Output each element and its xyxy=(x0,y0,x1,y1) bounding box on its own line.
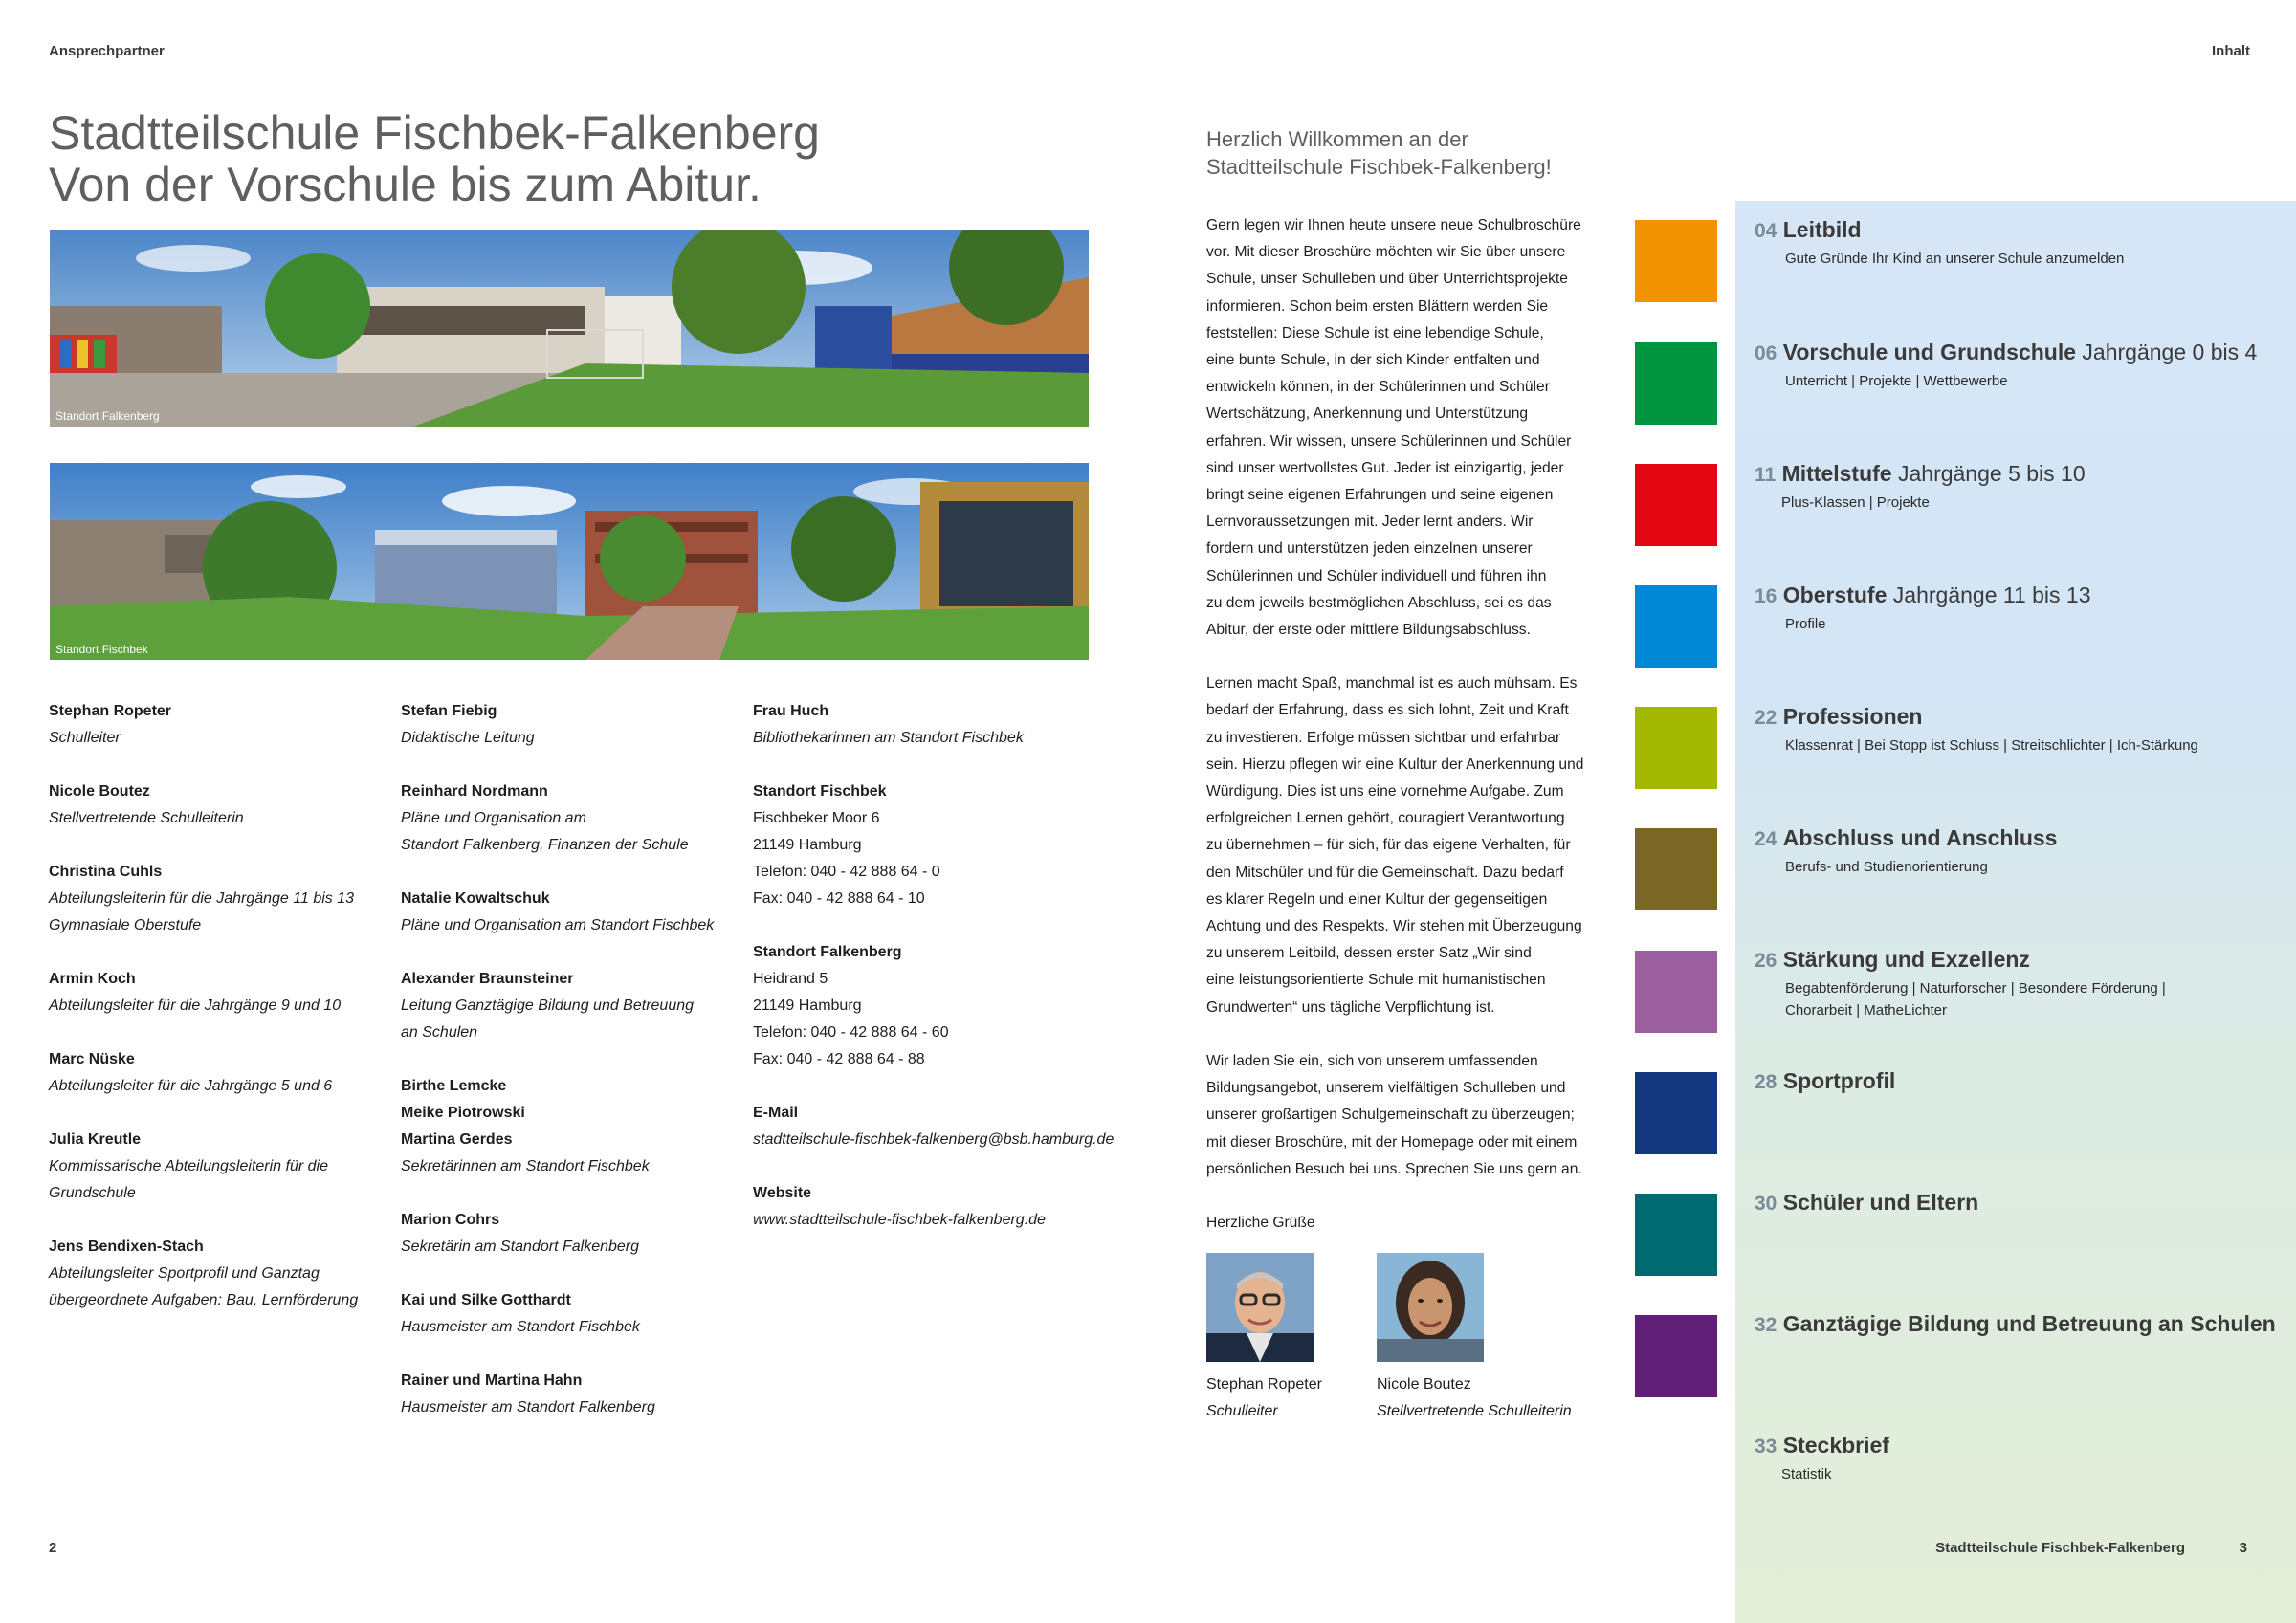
address-fax: Fax: 040 - 42 888 64 - 10 xyxy=(753,890,925,907)
toc-entry-ganztag[interactable] xyxy=(1755,1309,2290,1340)
page-number-left: 2 xyxy=(49,1540,57,1556)
contact-name: Armin Koch xyxy=(49,971,136,987)
running-head-left: Ansprechpartner xyxy=(49,43,165,59)
color-swatch-violet xyxy=(1635,951,1717,1033)
contact-role: an Schulen xyxy=(401,1024,478,1041)
address-title: Standort Fischbek xyxy=(753,783,887,800)
contact-entry xyxy=(401,779,745,859)
toc-description: Chorarbeit | MatheLichter xyxy=(1785,1002,1947,1019)
toc-entry-professionen[interactable] xyxy=(1755,702,2290,757)
toc-title: Schüler und Eltern xyxy=(1782,1190,1979,1215)
contact-entry xyxy=(49,1127,393,1207)
address-phone: Telefon: 040 - 42 888 64 - 0 xyxy=(753,864,940,880)
toc-title: Stärkung und Exzellenz xyxy=(1782,947,2030,972)
text-line: unserer großartigen Schulgemeinschaft zu überzeugen; xyxy=(1206,1107,1575,1124)
photo-fischbek-image xyxy=(50,463,1089,660)
toc-title: Professionen xyxy=(1782,704,1923,729)
address-street: Heidrand 5 xyxy=(753,971,828,987)
contact-name: Kai und Silke Gotthardt xyxy=(401,1292,571,1308)
toc-entry-oberstufe[interactable] xyxy=(1755,581,2290,635)
text-line: persönlichen Besuch bei uns. Sprechen Sie uns gern an. xyxy=(1206,1160,1582,1177)
contact-name: Birthe Lemcke xyxy=(401,1078,507,1094)
welcome-heading xyxy=(1206,125,1742,181)
text-line: Schule, unser Schulleben und über Unterrichtsprojekte xyxy=(1206,271,1568,288)
portrait-ropeter xyxy=(1206,1253,1314,1362)
paragraph-3 xyxy=(1206,1048,1627,1183)
text-line: vor. Mit dieser Broschüre möchten wir Sie über unsere xyxy=(1206,244,1566,261)
toc-entry-sportprofil[interactable] xyxy=(1755,1066,2290,1097)
contact-name: Frau Huch xyxy=(753,703,829,719)
toc-title: Ganztägige Bildung und Betreuung an Schulen xyxy=(1782,1311,2276,1336)
contact-entry xyxy=(401,886,745,939)
toc-page-number: 11 xyxy=(1755,464,1777,486)
contact-role: Abteilungsleiterin für die Jahrgänge 11 bis 13 xyxy=(49,890,355,907)
toc-entry-abschluss[interactable] xyxy=(1755,823,2290,878)
contact-name: Rainer und Martina Hahn xyxy=(401,1372,583,1389)
email-label: E-Mail xyxy=(753,1105,799,1121)
contact-role: Hausmeister am Standort Falkenberg xyxy=(401,1399,655,1415)
contact-entry xyxy=(753,698,1155,752)
contact-name: Marc Nüske xyxy=(49,1051,135,1067)
toc-description: Profile xyxy=(1785,616,1826,632)
text-line: es klarer Regeln und einer Kultur der gegenseitigen xyxy=(1206,890,1548,908)
toc-subtitle: Jahrgänge 0 bis 4 xyxy=(2082,340,2258,364)
toc-description: Klassenrat | Bei Stopp ist Schluss | Streitschlichter | Ich-Stärkung xyxy=(1785,737,2198,754)
email-block xyxy=(753,1100,1155,1153)
address-phone: Telefon: 040 - 42 888 64 - 60 xyxy=(753,1024,949,1041)
toc-entry-steckbrief[interactable] xyxy=(1755,1431,2290,1485)
page-number-right: 3 xyxy=(2239,1540,2247,1556)
contact-name: Jens Bendixen-Stach xyxy=(49,1239,204,1255)
contact-entry xyxy=(49,698,393,752)
text-line: sein. Hierzu pflegen wir eine Kultur der Anerkennung und xyxy=(1206,756,1584,773)
text-line: Gern legen wir Ihnen heute unsere neue Schulbroschüre xyxy=(1206,217,1581,233)
website-block xyxy=(753,1180,1155,1234)
welcome-text xyxy=(1206,212,1627,1263)
text-line: Herzliche Grüße xyxy=(1206,1214,1315,1231)
contact-entry xyxy=(49,859,393,939)
contact-role: Grundschule xyxy=(49,1185,136,1201)
contact-entry xyxy=(401,698,745,752)
signature-ropeter xyxy=(1206,1253,1379,1425)
contact-role: Pläne und Organisation am Standort Fischbek xyxy=(401,917,715,933)
toc-title: Leitbild xyxy=(1782,217,1862,242)
toc-page-number: 04 xyxy=(1755,220,1777,242)
text-line: Achtung und des Respekts. Wir stehen mit Überzeugung xyxy=(1206,918,1582,935)
contact-role: Stellvertretende Schulleiterin xyxy=(49,810,244,826)
text-line: erfolgreichen Lernen gehört, couragiert Verantwortung xyxy=(1206,810,1565,827)
toc-subtitle: Jahrgänge 11 bis 13 xyxy=(1892,582,2091,607)
contact-role: Sekretärinnen am Standort Fischbek xyxy=(401,1158,650,1174)
contact-name: Alexander Braunsteiner xyxy=(401,971,574,987)
toc-description: Unterricht | Projekte | Wettbewerbe xyxy=(1785,373,2008,389)
text-line: sind unser wertvollstes Gut. Jeder ist einzigartig, jeder xyxy=(1206,459,1564,476)
contact-role: Gymnasiale Oberstufe xyxy=(49,917,202,933)
color-swatch-purple xyxy=(1635,1315,1717,1397)
text-line: bringt seine eigenen Erfahrungen und seine eigenen xyxy=(1206,487,1554,504)
contact-name: Marion Cohrs xyxy=(401,1212,500,1228)
page-title xyxy=(49,107,1101,210)
contact-name: Reinhard Nordmann xyxy=(401,783,548,800)
toc-page-number: 33 xyxy=(1755,1436,1777,1458)
contact-entry xyxy=(49,1234,393,1314)
portrait-boutez xyxy=(1377,1253,1484,1362)
color-swatch-olive xyxy=(1635,828,1717,910)
photo-fischbek-caption: Standort Fischbek xyxy=(55,643,148,656)
toc-page-number: 16 xyxy=(1755,585,1777,607)
color-swatch-lime xyxy=(1635,707,1717,789)
text-line: zu übernehmen – für sich, für das eigene Verhalten, für xyxy=(1206,837,1571,854)
welcome-heading-line2: Stadtteilschule Fischbek-Falkenberg! xyxy=(1206,155,1552,179)
contact-name: Martina Gerdes xyxy=(401,1131,513,1148)
contact-role: Abteilungsleiter Sportprofil und Ganztag xyxy=(49,1265,320,1282)
color-swatch-green xyxy=(1635,342,1717,425)
toc-description: Begabtenförderung | Naturforscher | Besondere Förderung | xyxy=(1785,980,2166,997)
toc-title: Abschluss und Anschluss xyxy=(1782,825,2058,850)
text-line: erfahren. Wir wissen, unsere Schülerinnen und Schüler xyxy=(1206,432,1572,450)
text-line: zu investieren. Erfolge müssen sichtbar und erfahrbar xyxy=(1206,729,1561,746)
signature-name: Nicole Boutez xyxy=(1377,1376,1471,1393)
text-line: Schülerinnen und Schüler individuell und führen ihn xyxy=(1206,567,1547,584)
toc-page-number: 28 xyxy=(1755,1071,1777,1093)
contact-entry xyxy=(401,1073,745,1180)
text-line: Lernvoraussetzungen mit. Jeder lernt anders. Wir xyxy=(1206,514,1534,531)
text-line: Lernen macht Spaß, manchmal ist es auch mühsam. Es xyxy=(1206,675,1578,692)
contact-role: Kommissarische Abteilungsleiterin für die xyxy=(49,1158,328,1174)
contact-name: Julia Kreutle xyxy=(49,1131,142,1148)
color-swatch-teal xyxy=(1635,1194,1717,1276)
text-line: fordern und unterstützen jeden einzelnen unserer xyxy=(1206,540,1533,558)
signature-role: Schulleiter xyxy=(1206,1403,1278,1419)
contact-name: Christina Cuhls xyxy=(49,864,163,880)
text-line: entwickeln können, in der Schülerinnen und Schüler xyxy=(1206,379,1550,396)
text-line: Wertschätzung, Anerkennung und Unterstützung xyxy=(1206,406,1529,423)
email-link[interactable]: stadtteilschule-fischbek-falkenberg@bsb.hamburg.de xyxy=(753,1131,1115,1148)
paragraph-1 xyxy=(1206,212,1627,644)
contact-entry xyxy=(49,1046,393,1100)
contact-role: übergeordnete Aufgaben: Bau, Lernförderung xyxy=(49,1292,359,1308)
text-line: eine leistungsorientierte Schule mit humanistischen xyxy=(1206,972,1546,989)
signature-boutez xyxy=(1377,1253,1606,1425)
photo-fischbek xyxy=(50,463,1089,660)
text-line: Abitur, der erste oder mittlere Bildungsabschluss. xyxy=(1206,622,1531,639)
text-line: zu unserem Leitbild, dessen erster Satz „Wir sind xyxy=(1206,945,1532,962)
paragraph-2 xyxy=(1206,670,1627,1021)
contact-role: Hausmeister am Standort Fischbek xyxy=(401,1319,640,1335)
toc-page-number: 24 xyxy=(1755,828,1777,850)
text-line: Grundwerten“ uns tägliche Verpflichtung ist. xyxy=(1206,998,1495,1016)
toc-page-number: 06 xyxy=(1755,342,1777,364)
footer-school-name: Stadtteilschule Fischbek-Falkenberg xyxy=(1935,1540,2185,1556)
contact-name: Nicole Boutez xyxy=(49,783,150,800)
contact-name: Stephan Ropeter xyxy=(49,703,172,719)
contact-entry xyxy=(401,1287,745,1341)
contact-role: Abteilungsleiter für die Jahrgänge 9 und 10 xyxy=(49,998,342,1014)
portrait-ropeter-image xyxy=(1206,1253,1314,1362)
contact-role: Standort Falkenberg, Finanzen der Schule xyxy=(401,837,689,853)
text-line: eine bunte Schule, in der sich Kinder entfalten und xyxy=(1206,352,1540,369)
photo-falkenberg xyxy=(50,230,1089,427)
contact-entry xyxy=(401,1207,745,1261)
photo-falkenberg-caption: Standort Falkenberg xyxy=(55,409,160,423)
contacts-column-3 xyxy=(753,698,1155,1261)
text-line: informieren. Schon beim ersten Blättern werden Sie xyxy=(1206,297,1549,315)
toc-subtitle: Jahrgänge 5 bis 10 xyxy=(1897,461,2086,486)
toc-description: Berufs- und Studienorientierung xyxy=(1785,859,1988,875)
address-falkenberg xyxy=(753,939,1155,1073)
signature-name: Stephan Ropeter xyxy=(1206,1376,1322,1393)
toc-entry-mittelstufe[interactable] xyxy=(1755,459,2290,514)
contact-role: Bibliothekarinnen am Standort Fischbek xyxy=(753,730,1024,746)
running-head-right: Inhalt xyxy=(2212,43,2250,59)
contact-name: Stefan Fiebig xyxy=(401,703,497,719)
text-line: zu dem jeweils bestmöglichen Abschluss, sei es das xyxy=(1206,594,1552,611)
toc-page-number: 22 xyxy=(1755,707,1777,729)
contact-role: Abteilungsleiter für die Jahrgänge 5 und 6 xyxy=(49,1078,333,1094)
text-line: Wir laden Sie ein, sich von unserem umfassenden xyxy=(1206,1052,1538,1069)
address-fax: Fax: 040 - 42 888 64 - 88 xyxy=(753,1051,925,1067)
photo-falkenberg-image xyxy=(50,230,1089,427)
text-line: Bildungsangebot, unserem vielfältigen Schulleben und xyxy=(1206,1080,1566,1097)
contact-entry xyxy=(49,966,393,1020)
contact-entry xyxy=(401,1368,745,1421)
contact-role: Pläne und Organisation am xyxy=(401,810,586,826)
color-swatch-red xyxy=(1635,464,1717,546)
toc-title: Steckbrief xyxy=(1782,1433,1889,1458)
toc-description: Gute Gründe Ihr Kind an unserer Schule anzumelden xyxy=(1785,251,2125,267)
text-line: feststellen: Diese Schule ist eine lebendige Schule, xyxy=(1206,324,1544,341)
contact-role: Schulleiter xyxy=(49,730,121,746)
toc-page-number: 32 xyxy=(1755,1314,1777,1336)
contact-role: Didaktische Leitung xyxy=(401,730,535,746)
toc-entry-schueler-eltern[interactable] xyxy=(1755,1188,2290,1218)
website-link[interactable]: www.stadtteilschule-fischbek-falkenberg.de xyxy=(753,1212,1046,1228)
signature-role: Stellvertretende Schulleiterin xyxy=(1377,1403,1572,1419)
paragraph-greeting xyxy=(1206,1210,1627,1237)
toc-entry-staerkung[interactable] xyxy=(1755,945,2290,1021)
toc-description: Plus-Klassen | Projekte xyxy=(1781,494,1930,511)
page-title-line1: Stadtteilschule Fischbek-Falkenberg xyxy=(49,106,820,160)
contact-role: Sekretärin am Standort Falkenberg xyxy=(401,1239,640,1255)
text-line: mit dieser Broschüre, mit der Homepage oder mit einem xyxy=(1206,1133,1578,1151)
toc-page-number: 26 xyxy=(1755,950,1777,972)
toc-title: Vorschule und Grundschule xyxy=(1782,340,2077,364)
toc-panel xyxy=(1735,201,2296,1623)
toc-title: Mittelstufe xyxy=(1781,461,1892,486)
contact-entry xyxy=(401,966,745,1046)
toc-page-number: 30 xyxy=(1755,1193,1777,1215)
page-title-line2: Von der Vorschule bis zum Abitur. xyxy=(49,158,762,211)
contacts-column-2 xyxy=(401,698,745,1448)
toc-entry-vorschule[interactable] xyxy=(1755,338,2290,392)
address-title: Standort Falkenberg xyxy=(753,944,902,960)
contact-name: Meike Piotrowski xyxy=(401,1105,525,1121)
address-street: Fischbeker Moor 6 xyxy=(753,810,880,826)
toc-description: Statistik xyxy=(1781,1466,1832,1482)
text-line: bedarf der Erfahrung, dass es sich lohnt, Zeit und Kraft xyxy=(1206,702,1569,719)
color-swatch-orange xyxy=(1635,220,1717,302)
toc-entry-leitbild[interactable] xyxy=(1755,215,2290,270)
text-line: Würdigung. Dies ist uns eine vornehme Aufgabe. Zum xyxy=(1206,783,1564,801)
address-city: 21149 Hamburg xyxy=(753,837,862,853)
website-label: Website xyxy=(753,1185,812,1201)
address-fischbek xyxy=(753,779,1155,912)
contacts-column-1 xyxy=(49,698,393,1341)
color-swatch-navy xyxy=(1635,1072,1717,1154)
contact-name: Natalie Kowaltschuk xyxy=(401,890,550,907)
portrait-boutez-image xyxy=(1377,1253,1484,1362)
welcome-heading-line1: Herzlich Willkommen an der xyxy=(1206,127,1468,151)
toc-title: Oberstufe xyxy=(1782,582,1888,607)
text-line: den Mitschüler und für die Gemeinschaft. Dazu bedarf xyxy=(1206,864,1564,881)
color-swatch-blue xyxy=(1635,585,1717,668)
contact-entry xyxy=(49,779,393,832)
contact-role: Leitung Ganztägige Bildung und Betreuung xyxy=(401,998,695,1014)
toc-title: Sportprofil xyxy=(1782,1068,1896,1093)
address-city: 21149 Hamburg xyxy=(753,998,862,1014)
